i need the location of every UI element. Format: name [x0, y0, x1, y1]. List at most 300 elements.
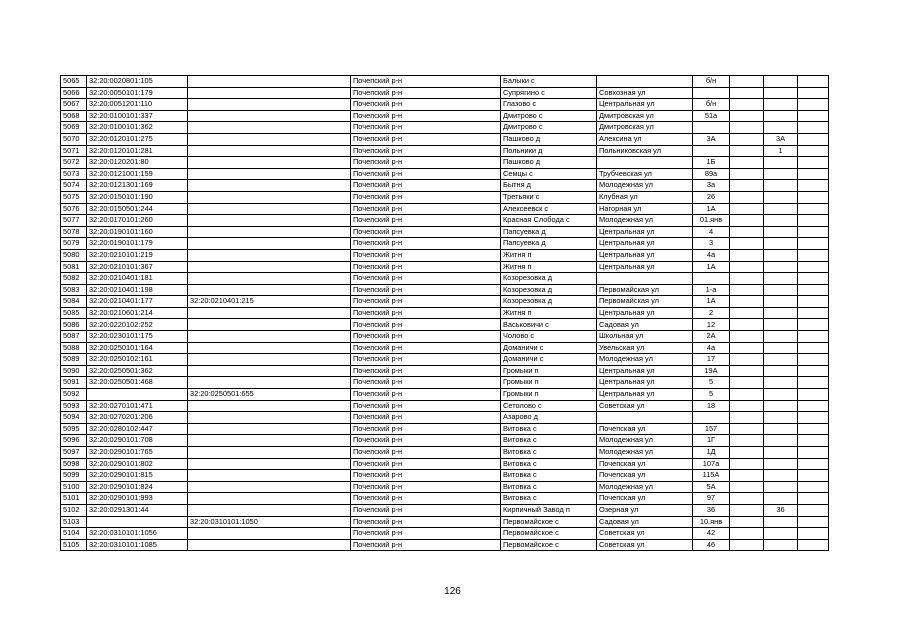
table-row	[61, 470, 829, 482]
house-cell: 2	[693, 307, 730, 319]
flat-cell	[798, 145, 829, 157]
flat-cell	[798, 354, 829, 366]
row-number-cell: 5079	[61, 238, 87, 250]
row-number-cell: 5083	[61, 284, 87, 296]
registry-table	[60, 75, 829, 551]
house-cell: 5	[693, 389, 730, 401]
row-number-cell: 5094	[61, 412, 87, 424]
extra-cell	[730, 504, 764, 516]
house-cell: 12	[693, 319, 730, 331]
other-cadastral-cell	[188, 447, 351, 459]
other-cadastral-cell	[188, 307, 351, 319]
locality-cell: Балыки с	[501, 76, 597, 88]
district-cell: Почепский р-н	[351, 191, 501, 203]
locality-cell: Первомайское с	[501, 528, 597, 540]
district-cell: Почепский р-н	[351, 458, 501, 470]
cadastral-number-cell: 32:20:0310101:1056	[87, 528, 188, 540]
cadastral-number-cell: 32:20:0150101:190	[87, 191, 188, 203]
house-cell: 5	[693, 377, 730, 389]
other-cadastral-cell	[188, 87, 351, 99]
extra-cell	[730, 76, 764, 88]
locality-cell: Витовка с	[501, 470, 597, 482]
flat-cell	[798, 319, 829, 331]
flat-cell	[798, 342, 829, 354]
flat-cell	[798, 481, 829, 493]
locality-cell: Громыки п	[501, 389, 597, 401]
row-number-cell: 5096	[61, 435, 87, 447]
flat-cell	[798, 528, 829, 540]
cadastral-number-cell: 32:20:0210101:219	[87, 249, 188, 261]
other-cadastral-cell	[188, 342, 351, 354]
district-cell: Почепский р-н	[351, 365, 501, 377]
flat-cell	[798, 365, 829, 377]
street-cell: Садовая ул	[597, 319, 693, 331]
district-cell: Почепский р-н	[351, 423, 501, 435]
extra-cell	[730, 203, 764, 215]
house-cell: 5А	[693, 481, 730, 493]
house-cell: 51а	[693, 110, 730, 122]
table-row	[61, 122, 829, 134]
cadastral-number-cell: 32:20:0150501:244	[87, 203, 188, 215]
cadastral-number-cell: 32:20:0280102:447	[87, 423, 188, 435]
house-cell	[693, 122, 730, 134]
district-cell: Почепский р-н	[351, 133, 501, 145]
other-cadastral-cell	[188, 481, 351, 493]
other-cadastral-cell	[188, 412, 351, 424]
locality-cell: Витовка с	[501, 423, 597, 435]
street-cell: Советская ул	[597, 528, 693, 540]
street-cell: Дмитровская ул	[597, 110, 693, 122]
table-row	[61, 528, 829, 540]
row-number-cell: 5067	[61, 99, 87, 111]
row-number-cell: 5070	[61, 133, 87, 145]
locality-cell: Витовка с	[501, 481, 597, 493]
other-cadastral-cell	[188, 133, 351, 145]
flat-cell	[798, 99, 829, 111]
locality-cell: Первомайское с	[501, 539, 597, 551]
district-cell: Почепский р-н	[351, 157, 501, 169]
other-cadastral-cell: 32:20:0250501:655	[188, 389, 351, 401]
row-number-cell: 5091	[61, 377, 87, 389]
extra-cell	[730, 226, 764, 238]
row-number-cell: 5081	[61, 261, 87, 273]
table-row	[61, 342, 829, 354]
cadastral-number-cell: 32:20:0290101:824	[87, 481, 188, 493]
cadastral-number-cell: 32:20:0050101:179	[87, 87, 188, 99]
extra-cell	[730, 238, 764, 250]
building-cell	[764, 215, 798, 227]
row-number-cell: 5077	[61, 215, 87, 227]
cadastral-number-cell: 32:20:0291301:44	[87, 504, 188, 516]
locality-cell: Житня п	[501, 261, 597, 273]
extra-cell	[730, 481, 764, 493]
locality-cell: Витовка с	[501, 435, 597, 447]
locality-cell: Супрягино с	[501, 87, 597, 99]
district-cell: Почепский р-н	[351, 226, 501, 238]
flat-cell	[798, 423, 829, 435]
street-cell: Алексина ул	[597, 133, 693, 145]
flat-cell	[798, 470, 829, 482]
table-row	[61, 191, 829, 203]
building-cell	[764, 389, 798, 401]
building-cell	[764, 400, 798, 412]
row-number-cell: 5104	[61, 528, 87, 540]
building-cell	[764, 122, 798, 134]
table-row	[61, 99, 829, 111]
row-number-cell: 5071	[61, 145, 87, 157]
district-cell: Почепский р-н	[351, 435, 501, 447]
locality-cell: Витовка с	[501, 493, 597, 505]
row-number-cell: 5082	[61, 273, 87, 285]
other-cadastral-cell	[188, 215, 351, 227]
street-cell: Почепская ул	[597, 470, 693, 482]
building-cell	[764, 528, 798, 540]
locality-cell: Семцы с	[501, 168, 597, 180]
house-cell: 1-а	[693, 284, 730, 296]
street-cell: Почепская ул	[597, 458, 693, 470]
building-cell: 3А	[764, 133, 798, 145]
cadastral-number-cell: 32:20:0190101:160	[87, 226, 188, 238]
cadastral-number-cell: 32:20:0120101:281	[87, 145, 188, 157]
cadastral-number-cell: 32:20:0210401:177	[87, 296, 188, 308]
locality-cell: Глазово с	[501, 99, 597, 111]
row-number-cell: 5089	[61, 354, 87, 366]
street-cell: Центральная ул	[597, 99, 693, 111]
locality-cell: Азарово д	[501, 412, 597, 424]
flat-cell	[798, 215, 829, 227]
locality-cell: Житня п	[501, 307, 597, 319]
other-cadastral-cell	[188, 110, 351, 122]
street-cell: Первомайская ул	[597, 284, 693, 296]
extra-cell	[730, 319, 764, 331]
district-cell: Почепский р-н	[351, 412, 501, 424]
cadastral-number-cell: 32:20:0310101:1085	[87, 539, 188, 551]
table-row	[61, 539, 829, 551]
other-cadastral-cell	[188, 157, 351, 169]
extra-cell	[730, 516, 764, 528]
row-number-cell: 5090	[61, 365, 87, 377]
row-number-cell: 5066	[61, 87, 87, 99]
flat-cell	[798, 377, 829, 389]
extra-cell	[730, 273, 764, 285]
cadastral-number-cell: 32:20:0210101:367	[87, 261, 188, 273]
table-row	[61, 76, 829, 88]
cadastral-number-cell: 32:20:0220102:252	[87, 319, 188, 331]
street-cell: Клубная ул	[597, 191, 693, 203]
street-cell: Молодежная ул	[597, 354, 693, 366]
flat-cell	[798, 389, 829, 401]
locality-cell: Кирпичный Завод п	[501, 504, 597, 516]
row-number-cell: 5068	[61, 110, 87, 122]
house-cell: 1Д	[693, 447, 730, 459]
table-row	[61, 319, 829, 331]
cadastral-number-cell: 32:20:0250501:468	[87, 377, 188, 389]
street-cell: Центральная ул	[597, 226, 693, 238]
other-cadastral-cell	[188, 400, 351, 412]
extra-cell	[730, 168, 764, 180]
registry-table-body	[61, 76, 829, 551]
row-number-cell: 5105	[61, 539, 87, 551]
row-number-cell: 5097	[61, 447, 87, 459]
flat-cell	[798, 447, 829, 459]
table-row	[61, 447, 829, 459]
extra-cell	[730, 133, 764, 145]
other-cadastral-cell	[188, 238, 351, 250]
house-cell: 2А	[693, 331, 730, 343]
extra-cell	[730, 331, 764, 343]
building-cell	[764, 435, 798, 447]
building-cell: 36	[764, 504, 798, 516]
building-cell	[764, 539, 798, 551]
flat-cell	[798, 539, 829, 551]
house-cell	[693, 145, 730, 157]
house-cell: 115А	[693, 470, 730, 482]
house-cell: 18	[693, 400, 730, 412]
district-cell: Почепский р-н	[351, 110, 501, 122]
extra-cell	[730, 528, 764, 540]
street-cell: Почепская ул	[597, 423, 693, 435]
other-cadastral-cell	[188, 354, 351, 366]
district-cell: Почепский р-н	[351, 354, 501, 366]
house-cell: 89а	[693, 168, 730, 180]
house-cell: 10.янв	[693, 516, 730, 528]
other-cadastral-cell	[188, 273, 351, 285]
page-number: 126	[444, 586, 461, 597]
extra-cell	[730, 400, 764, 412]
table-row	[61, 377, 829, 389]
street-cell: Центральная ул	[597, 238, 693, 250]
locality-cell: Первомайское с	[501, 516, 597, 528]
extra-cell	[730, 296, 764, 308]
extra-cell	[730, 157, 764, 169]
table-row	[61, 273, 829, 285]
flat-cell	[798, 226, 829, 238]
row-number-cell: 5065	[61, 76, 87, 88]
table-row	[61, 389, 829, 401]
building-cell	[764, 493, 798, 505]
cadastral-number-cell: 32:20:0121301:169	[87, 180, 188, 192]
building-cell	[764, 273, 798, 285]
district-cell: Почепский р-н	[351, 342, 501, 354]
flat-cell	[798, 331, 829, 343]
other-cadastral-cell	[188, 191, 351, 203]
other-cadastral-cell	[188, 423, 351, 435]
extra-cell	[730, 180, 764, 192]
house-cell: 26	[693, 191, 730, 203]
district-cell: Почепский р-н	[351, 389, 501, 401]
district-cell: Почепский р-н	[351, 493, 501, 505]
extra-cell	[730, 470, 764, 482]
other-cadastral-cell: 32:20:0310101:1050	[188, 516, 351, 528]
flat-cell	[798, 296, 829, 308]
locality-cell: Красная Слобода с	[501, 215, 597, 227]
house-cell: б/н	[693, 76, 730, 88]
district-cell: Почепский р-н	[351, 447, 501, 459]
house-cell: 19А	[693, 365, 730, 377]
building-cell	[764, 516, 798, 528]
district-cell: Почепский р-н	[351, 296, 501, 308]
table-row	[61, 110, 829, 122]
building-cell	[764, 423, 798, 435]
extra-cell	[730, 458, 764, 470]
cadastral-number-cell: 32:20:0250501:362	[87, 365, 188, 377]
row-number-cell: 5074	[61, 180, 87, 192]
house-cell: 1А	[693, 261, 730, 273]
building-cell	[764, 191, 798, 203]
street-cell: Центральная ул	[597, 249, 693, 261]
other-cadastral-cell	[188, 180, 351, 192]
house-cell: 107а	[693, 458, 730, 470]
extra-cell	[730, 87, 764, 99]
flat-cell	[798, 157, 829, 169]
cadastral-number-cell: 32:20:0120101:275	[87, 133, 188, 145]
flat-cell	[798, 307, 829, 319]
row-number-cell: 5101	[61, 493, 87, 505]
building-cell	[764, 342, 798, 354]
flat-cell	[798, 493, 829, 505]
table-row	[61, 296, 829, 308]
other-cadastral-cell	[188, 319, 351, 331]
house-cell: 3А	[693, 133, 730, 145]
flat-cell	[798, 133, 829, 145]
locality-cell: Громыки п	[501, 365, 597, 377]
house-cell: 1Г	[693, 435, 730, 447]
street-cell	[597, 76, 693, 88]
extra-cell	[730, 435, 764, 447]
other-cadastral-cell	[188, 168, 351, 180]
building-cell	[764, 319, 798, 331]
cadastral-number-cell	[87, 389, 188, 401]
cadastral-number-cell: 32:20:0270201:206	[87, 412, 188, 424]
other-cadastral-cell	[188, 435, 351, 447]
row-number-cell: 5099	[61, 470, 87, 482]
house-cell: 1Б	[693, 157, 730, 169]
cadastral-number-cell: 32:20:0020801:105	[87, 76, 188, 88]
house-cell	[693, 273, 730, 285]
extra-cell	[730, 284, 764, 296]
building-cell	[764, 377, 798, 389]
cadastral-number-cell: 32:20:0210401:198	[87, 284, 188, 296]
house-cell: 97	[693, 493, 730, 505]
row-number-cell: 5088	[61, 342, 87, 354]
other-cadastral-cell	[188, 470, 351, 482]
extra-cell	[730, 145, 764, 157]
street-cell	[597, 273, 693, 285]
house-cell: 3	[693, 238, 730, 250]
flat-cell	[798, 122, 829, 134]
table-row	[61, 504, 829, 516]
extra-cell	[730, 307, 764, 319]
district-cell: Почепский р-н	[351, 215, 501, 227]
row-number-cell: 5102	[61, 504, 87, 516]
extra-cell	[730, 423, 764, 435]
flat-cell	[798, 110, 829, 122]
table-row	[61, 516, 829, 528]
extra-cell	[730, 447, 764, 459]
other-cadastral-cell	[188, 203, 351, 215]
street-cell: Советская ул	[597, 539, 693, 551]
cadastral-number-cell: 32:20:0270101:471	[87, 400, 188, 412]
table-row	[61, 168, 829, 180]
street-cell: Озерная ул	[597, 504, 693, 516]
flat-cell	[798, 412, 829, 424]
cadastral-number-cell: 32:20:0230101:175	[87, 331, 188, 343]
extra-cell	[730, 365, 764, 377]
street-cell: Трубчевская ул	[597, 168, 693, 180]
house-cell: 46	[693, 539, 730, 551]
house-cell: 1А	[693, 203, 730, 215]
district-cell: Почепский р-н	[351, 539, 501, 551]
district-cell: Почепский р-н	[351, 400, 501, 412]
cadastral-number-cell: 32:20:0210601:214	[87, 307, 188, 319]
flat-cell	[798, 180, 829, 192]
locality-cell: Пашково д	[501, 157, 597, 169]
district-cell: Почепский р-н	[351, 122, 501, 134]
house-cell	[693, 412, 730, 424]
cadastral-number-cell: 32:20:0120201:80	[87, 157, 188, 169]
cadastral-number-cell: 32:20:0290101:802	[87, 458, 188, 470]
street-cell: Нагорная ул	[597, 203, 693, 215]
building-cell	[764, 365, 798, 377]
building-cell: 1	[764, 145, 798, 157]
table-row	[61, 238, 829, 250]
locality-cell: Доманичи с	[501, 354, 597, 366]
street-cell: Первомайская ул	[597, 296, 693, 308]
other-cadastral-cell	[188, 122, 351, 134]
row-number-cell: 5078	[61, 226, 87, 238]
table-row	[61, 133, 829, 145]
row-number-cell: 5085	[61, 307, 87, 319]
street-cell: Школьная ул	[597, 331, 693, 343]
district-cell: Почепский р-н	[351, 99, 501, 111]
row-number-cell: 5084	[61, 296, 87, 308]
flat-cell	[798, 249, 829, 261]
extra-cell	[730, 377, 764, 389]
extra-cell	[730, 122, 764, 134]
table-row	[61, 145, 829, 157]
building-cell	[764, 87, 798, 99]
building-cell	[764, 284, 798, 296]
other-cadastral-cell	[188, 331, 351, 343]
table-row	[61, 215, 829, 227]
other-cadastral-cell	[188, 261, 351, 273]
locality-cell: Витовка с	[501, 447, 597, 459]
flat-cell	[798, 191, 829, 203]
flat-cell	[798, 203, 829, 215]
building-cell	[764, 354, 798, 366]
locality-cell: Папсуевка д	[501, 238, 597, 250]
building-cell	[764, 470, 798, 482]
extra-cell	[730, 389, 764, 401]
district-cell: Почепский р-н	[351, 528, 501, 540]
locality-cell: Бытня д	[501, 180, 597, 192]
row-number-cell: 5095	[61, 423, 87, 435]
other-cadastral-cell	[188, 539, 351, 551]
street-cell: Совхозная ул	[597, 87, 693, 99]
building-cell	[764, 203, 798, 215]
table-row	[61, 400, 829, 412]
building-cell	[764, 238, 798, 250]
street-cell: Польниковская ул	[597, 145, 693, 157]
district-cell: Почепский р-н	[351, 377, 501, 389]
locality-cell: Дмитрово с	[501, 122, 597, 134]
row-number-cell: 5087	[61, 331, 87, 343]
district-cell: Почепский р-н	[351, 261, 501, 273]
district-cell: Почепский р-н	[351, 273, 501, 285]
district-cell: Почепский р-н	[351, 249, 501, 261]
locality-cell: Папсуевка д	[501, 226, 597, 238]
building-cell	[764, 331, 798, 343]
